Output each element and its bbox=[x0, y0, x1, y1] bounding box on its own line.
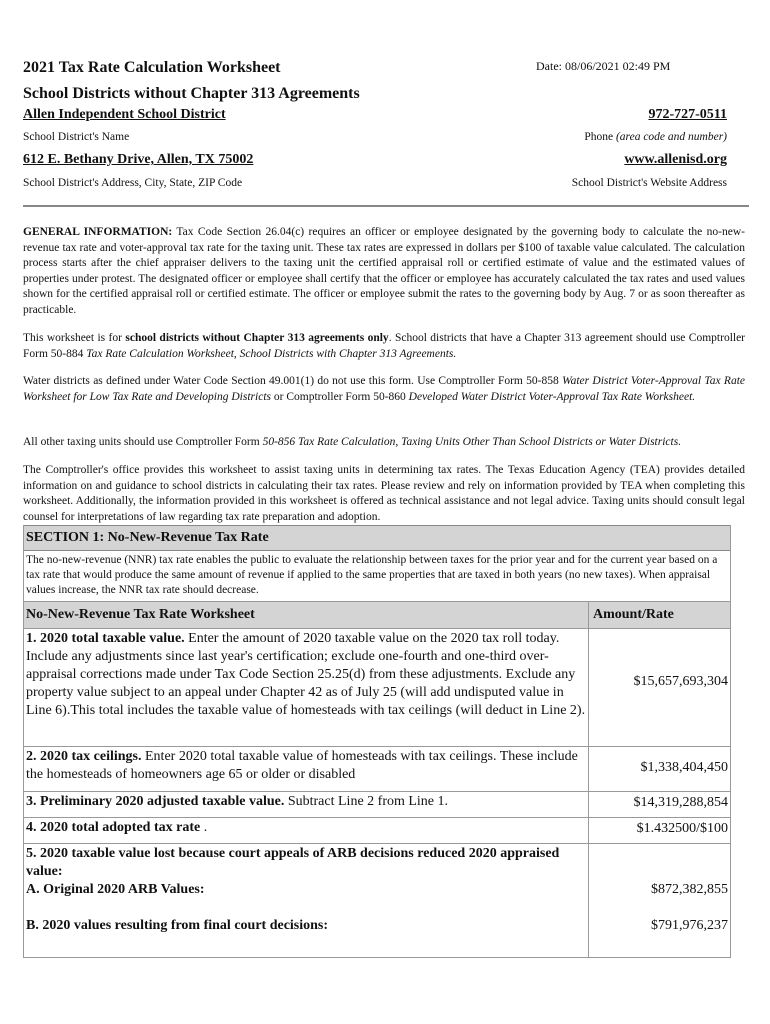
line1-amount-cell bbox=[589, 629, 730, 746]
district-address-row bbox=[23, 152, 727, 168]
district-address: 612 E. Bethany Drive, Allen, TX 75002 bbox=[23, 152, 254, 167]
district-address-caption-row bbox=[23, 177, 727, 189]
website-caption: School District's Website Address bbox=[571, 177, 727, 189]
district-name: Allen Independent School District bbox=[23, 107, 226, 122]
table-header-row bbox=[24, 602, 730, 629]
line4-amount-cell bbox=[589, 818, 730, 843]
table-row bbox=[24, 629, 730, 747]
table-row bbox=[24, 792, 730, 818]
line5b-label: B. 2020 values resulting from final court decisions: bbox=[26, 918, 329, 933]
line4-description: 4. 2020 total adopted tax rate . bbox=[24, 818, 589, 843]
worksheet-date: Date: 08/06/2021 02:49 PM bbox=[536, 59, 671, 73]
worksheet-title: 2021 Tax Rate Calculation Worksheet bbox=[23, 59, 281, 76]
comptroller-paragraph: The Comptroller's office provides this worksheet to assist taxing units in determining tax rates. The Texas Education Agency (TEA) provides detailed information on and guidance to school districts in calculating their tax rates. Please review and rely on information provided by TEA when completing this worksheet. Additionally, the information provided in this worksheet is offered as technical assistance and not legal advice. Taxing units should consult legal counsel for interpretations of law regarding tax rate preparation and adoption. bbox=[23, 464, 745, 523]
line5-title: 5. 2020 taxable value lost because court appeals of ARB decisions reduced 2020 appraised value: bbox=[26, 846, 560, 879]
worksheet-column-header: No-New-Revenue Tax Rate Worksheet bbox=[24, 602, 589, 628]
line3-amount-cell bbox=[589, 792, 730, 817]
line5a-amount: $872,382,855 bbox=[651, 882, 728, 897]
water-districts-paragraph: Water districts as defined under Water Code Section 49.001(1) do not use this form. Use Comptroller Form 50-858 Water District Voter-Approval Tax Rate Worksheet for Low Tax Rate and Developing Districts or Comptroller Form 50-860 Developed Water District Voter-Approval Tax Rate Worksheet. bbox=[23, 375, 745, 403]
table-row bbox=[24, 844, 730, 957]
line2-amount-cell bbox=[589, 747, 730, 791]
line2-description: 2. 2020 tax ceilings. Enter 2020 total taxable value of homesteads with tax ceilings. These include the homesteads of homeowners age 65 or older or disabled bbox=[24, 747, 589, 791]
district-phone: 972-727-0511 bbox=[648, 107, 727, 122]
line1-amount: $15,657,693,304 bbox=[633, 674, 728, 689]
line3-description: 3. Preliminary 2020 adjusted taxable value. Subtract Line 2 from Line 1. bbox=[24, 792, 589, 817]
phone-caption: Phone (area code and number) bbox=[584, 131, 727, 143]
district-name-caption: School District's Name bbox=[23, 131, 130, 143]
table-row bbox=[24, 818, 730, 844]
line5-amount-cell bbox=[589, 844, 730, 957]
line3-amount: $14,319,288,854 bbox=[633, 795, 728, 810]
applicability-paragraph: This worksheet is for school districts without Chapter 313 agreements only. School districts that have a Chapter 313 agreement should use Comptroller Form 50-884 Tax Rate Calculation Worksheet, School Districts with Chapter 313 Agreements. bbox=[23, 332, 746, 360]
district-name-caption-row bbox=[23, 131, 727, 143]
line1-description: 1. 2020 total taxable value. Enter the amount of 2020 taxable value on the 2020 tax roll today. Include any adjustments since last year's certification; exclude one-fourth and one-third over-appraisal corrections made under Tax Code Section 25.25(d) from these adjustments. Exclude any property value subject to an appeal under Chapter 42 as of July 25 (will add undisputed value in Line 6).This total includes the taxable value of homesteads with tax ceilings (will deduct in Line 2). bbox=[24, 629, 589, 746]
section1-description: The no-new-revenue (NNR) tax rate enables the public to evaluate the relationship between taxes for the prior year and for the current year based on a tax rate that would produce the same amount of revenue if applied to the same properties that are taxed in both years (no new taxes). When appraisal values increase, the NNR tax rate should decrease. bbox=[24, 551, 730, 602]
header-divider bbox=[23, 205, 749, 207]
general-information-paragraph: GENERAL INFORMATION: Tax Code Section 26.04(c) requires an officer or employee designated by the governing body to calculate the no-new-revenue tax rate and voter-approval tax rate for the taxing unit. These tax rates are expressed in dollars per $100 of taxable value calculated. The calculation process starts after the chief appraiser delivers to the taxing unit the certified appraisal roll or certified estimate of value and the estimated values of properties under protest. The designated officer or employee shall certify that the officer or employee has accurately calculated the tax rates and used values shown for the certified appraisal roll or certified estimate. The officer or employee submit the rates to the governing body by Aug. 7 or as soon thereafter as practicable. bbox=[23, 226, 745, 316]
section1-table bbox=[23, 525, 731, 958]
address-caption: School District's Address, City, State, ZIP Code bbox=[23, 177, 243, 189]
district-name-row bbox=[23, 107, 727, 123]
table-row bbox=[24, 747, 730, 792]
line5a-label: A. Original 2020 ARB Values: bbox=[26, 882, 205, 897]
line4-amount: $1.432500/$100 bbox=[636, 821, 728, 836]
other-taxing-units-paragraph: All other taxing units should use Comptroller Form 50-856 Tax Rate Calculation, Taxing Units Other Than School Districts or Water Districts. bbox=[23, 436, 682, 448]
amount-column-header: Amount/Rate bbox=[593, 607, 674, 622]
line5-description bbox=[24, 844, 589, 957]
district-website: www.allenisd.org bbox=[624, 152, 727, 167]
line5b-amount: $791,976,237 bbox=[651, 918, 728, 933]
line2-amount: $1,338,404,450 bbox=[640, 760, 728, 775]
section1-title: SECTION 1: No-New-Revenue Tax Rate bbox=[24, 525, 730, 551]
worksheet-subtitle: School Districts without Chapter 313 Agreements bbox=[23, 85, 360, 102]
